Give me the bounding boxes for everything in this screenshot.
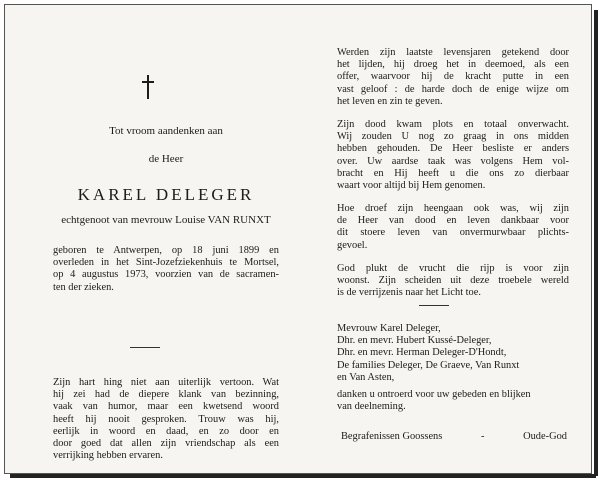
text-line: God plukt de vrucht die rijp is voor zijn <box>337 263 569 274</box>
text-line: overleden in het Sint-Jozefziekenhuis te Mortsel, <box>53 257 279 269</box>
funeral-home-name: Begrafenissen Goossens <box>341 431 443 442</box>
family-line: Mevrouw Karel Deleger, <box>337 323 441 334</box>
text-line: door goed dat allen zijn vriendschap als een <box>53 438 279 450</box>
divider <box>130 347 160 348</box>
divider <box>419 305 449 306</box>
honorific: de Heer <box>148 153 184 165</box>
text-line: vast geloof : de harde doch de enige wijze om <box>337 83 569 95</box>
text-line: heeft hij nooit gesproken. Trouw was hij, <box>53 413 279 425</box>
text-line: woonst. Zijn scheiden uit deze troebele wereld <box>337 275 569 287</box>
family-line: Dhr. en mevr. Herman Deleger-D'Hondt, <box>337 347 507 359</box>
text-line: van deelneming. <box>337 401 406 413</box>
funeral-home-location: Oude-God <box>523 431 567 442</box>
text-line: bracht en Hij heeft u die ons zo dierbaar <box>337 167 569 179</box>
text-line: de Heer van dood en leven dankbaar voor <box>337 215 569 227</box>
gratitude-paragraph <box>337 203 569 252</box>
family-line: Dhr. en mevr. Hubert Kussé-Deleger, <box>337 335 492 347</box>
spouse-line: echtgenoot van mevrouw Louise VAN RUNXT <box>61 214 271 226</box>
death-paragraph <box>337 119 569 192</box>
text-line: waart voor altijd bij Hem genomen. <box>337 180 486 192</box>
text-line: offer, waarvoor hij de kracht putte in een <box>337 71 569 83</box>
memorial-card <box>4 4 592 474</box>
text-line: Wij zouden U nog zo graag in ons midden <box>337 131 569 143</box>
text-line: hij zei had de diepere klank van bezinning, <box>53 389 279 401</box>
funeral-home-footer <box>341 431 567 442</box>
text-line: Hoe droef zijn heengaan ook was, wij zijn <box>337 203 569 214</box>
deceased-name: KAREL DELEGER <box>77 185 255 204</box>
family-list <box>337 323 569 384</box>
text-line: Zijn hart hing niet aan uiterlijk vertoon. Wat <box>53 377 279 388</box>
intro-text: Tot vroom aandenken aan <box>109 125 223 137</box>
family-line: De families Deleger, De Graeve, Van Runxt <box>337 359 520 371</box>
card-shadow-bottom <box>10 474 596 478</box>
text-line: eerlijk in woord en daad, en zo door en <box>53 425 279 437</box>
thanks-text <box>337 389 569 413</box>
cross-icon <box>141 75 155 99</box>
text-line: het lijden, hij droeg het in deemoed, als een <box>337 59 569 71</box>
text-line: gevoel. <box>337 239 368 251</box>
text-line: geboren te Antwerpen, op 18 juni 1899 en <box>53 245 279 256</box>
text-line: op 4 augustus 1973, voorzien van de sacramen- <box>53 269 279 281</box>
text-line: dit stoere leven van onvermurwbaar plichts- <box>337 227 569 239</box>
text-line: Werden zijn laatste levensjaren getekend door <box>337 47 569 58</box>
suffering-paragraph <box>337 47 569 108</box>
text-line: is de verrijzenis naar het Licht toe. <box>337 287 481 299</box>
text-line: danken u ontroerd voor uw gebeden en blijken <box>337 389 531 400</box>
text-line: Zijn dood kwam plots en totaal onverwacht. <box>337 119 569 130</box>
birth-death-paragraph <box>53 245 279 294</box>
text-line: vaak van humor, maar een kwetsend woord <box>53 401 279 413</box>
text-line: ten der zieken. <box>53 281 114 293</box>
character-paragraph <box>53 377 279 462</box>
text-line: het leven en zin te geven. <box>337 95 443 107</box>
footer-separator: - <box>480 431 485 442</box>
text-line: verrijking hebben ervaren. <box>53 450 163 462</box>
text-line: over. Uw aardse taak was volgens Hem vol- <box>337 155 569 167</box>
text-line: hebben gehouden. De Heer besliste er anders <box>337 143 569 155</box>
card-shadow-right <box>594 10 598 476</box>
faith-paragraph <box>337 263 569 300</box>
family-line: en Van Asten, <box>337 371 395 383</box>
